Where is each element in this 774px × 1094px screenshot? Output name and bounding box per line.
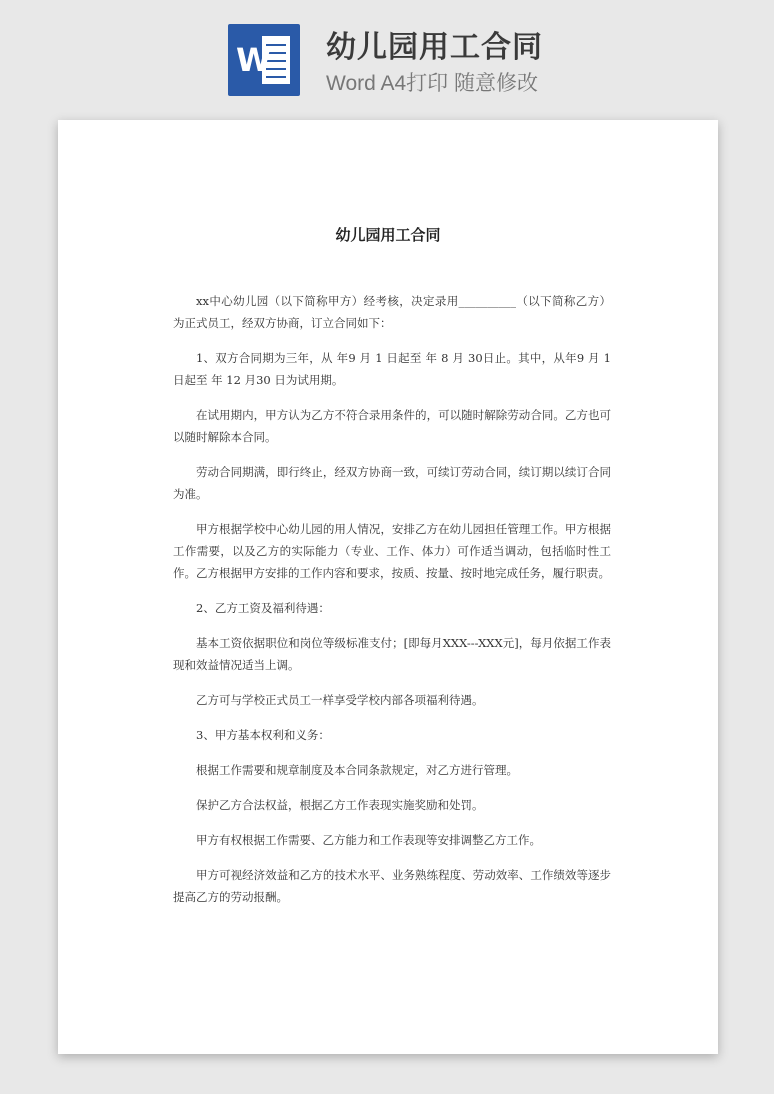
- paragraph-pay-raise: 甲方可视经济效益和乙方的技术水平、业务熟练程度、劳动效率、工作绩效等逐步提高乙方的劳动报酬。: [173, 868, 611, 904]
- paragraph-management: 根据工作需要和规章制度及本合同条款规定，对乙方进行管理。: [196, 763, 518, 777]
- paragraph-probation: 在试用期内，甲方认为乙方不符合录用条件的，可以随时解除劳动合同。乙方也可以随时解除本合同。: [173, 408, 611, 444]
- paragraph-adjustment: 甲方有权根据工作需要、乙方能力和工作表现等安排调整乙方工作。: [196, 833, 541, 847]
- heading-salary: 2、乙方工资及福利待遇：: [196, 601, 330, 615]
- document-body: [173, 290, 611, 921]
- paragraph-expiry: 劳动合同期满，即行终止，经双方协商一致，可续订劳动合同，续订期以续订合同为准。: [173, 465, 611, 501]
- page-header: [0, 0, 774, 118]
- paragraph-protection: 保护乙方合法权益，根据乙方工作表现实施奖励和处罚。: [196, 798, 484, 812]
- word-icon: [228, 24, 300, 96]
- paragraph-base-salary: 基本工资依据职位和岗位等级标准支付；[即每月XXX---XXX元]，每月依据工作表现和效益情况适当上调。: [173, 636, 611, 672]
- paragraph-intro: xx中心幼儿园（以下简称甲方）经考核，决定录用__________（以下简称乙方）为正式员工，经双方协商，订立合同如下：: [173, 294, 611, 330]
- header-subtitle: Word A4打印 随意修改: [326, 72, 538, 95]
- word-icon-letter: W: [236, 41, 272, 79]
- paragraph-term: 1、双方合同期为三年，从 年9 月 1 日起至 年 8 月 30日止。其中，从年9 月 1日起至 年 12 月30 日为试用期。: [173, 351, 611, 387]
- paragraph-assignment: 甲方根据学校中心幼儿园的用人情况，安排乙方在幼儿园担任管理工作。甲方根据工作需要，以及乙方的实际能力（专业、工作、体力）可作适当调动，包括临时性工作。乙方根据甲方安排的工作内容和要求，按质、按量、按时地完成任务，履行职责。: [173, 522, 611, 580]
- heading-rights: 3、甲方基本权利和义务：: [196, 728, 330, 742]
- header-title: 幼儿园用工合同: [326, 30, 543, 65]
- document-title: 幼儿园用工合同: [335, 226, 441, 244]
- paragraph-benefits: 乙方可与学校正式员工一样享受学校内部各项福利待遇。: [196, 693, 484, 707]
- document-page: [58, 120, 718, 1054]
